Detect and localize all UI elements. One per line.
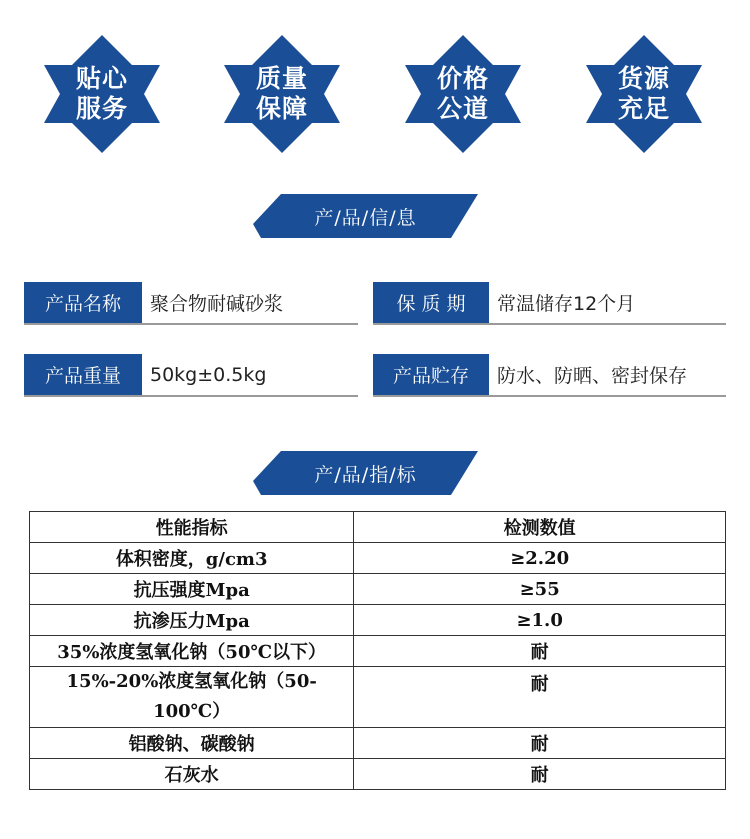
row-value: ≥55 <box>354 574 726 605</box>
row-property: 15%-20%浓度氢氧化钠（50-100℃） <box>30 667 354 728</box>
table-row <box>30 759 726 790</box>
row-property: 抗压强度Mpa <box>30 574 354 605</box>
row-property: 抗渗压力Mpa <box>30 605 354 636</box>
badge-line1: 货源 <box>617 64 670 93</box>
row-value: 耐 <box>354 728 726 759</box>
info-item-storage <box>373 354 726 397</box>
badge-quality <box>220 35 344 153</box>
row-value: ≥2.20 <box>354 543 726 574</box>
info-item-weight <box>24 354 358 397</box>
badge-line1: 价格 <box>436 64 489 93</box>
row-property: 35%浓度氢氧化钠（50℃以下） <box>30 636 354 667</box>
badge-service <box>40 35 164 153</box>
table-row <box>30 636 726 667</box>
section-title-text: 产/品/信/息 <box>314 206 417 229</box>
info-key: 产品名称 <box>24 282 142 323</box>
section-title-text: 产/品/指/标 <box>314 463 417 486</box>
badge-line2: 公道 <box>436 94 489 123</box>
spec-table <box>29 511 726 790</box>
info-value: 聚合物耐碱砂浆 <box>150 293 284 315</box>
section-title-info <box>253 190 478 242</box>
info-item-name <box>24 282 358 325</box>
header-property: 性能指标 <box>30 512 354 543</box>
header-value: 检测数值 <box>354 512 726 543</box>
badge-line2: 服务 <box>75 94 128 123</box>
table-row <box>30 728 726 759</box>
badge-line2: 保障 <box>255 94 308 123</box>
row-value: 耐 <box>354 667 726 728</box>
info-key: 保 质 期 <box>373 282 489 323</box>
badge-price <box>401 35 525 153</box>
badge-line1: 质量 <box>255 64 308 93</box>
row-value: 耐 <box>354 759 726 790</box>
row-value: ≥1.0 <box>354 605 726 636</box>
info-key: 产品重量 <box>24 354 142 395</box>
table-row <box>30 667 726 728</box>
info-value: 防水、防晒、密封保存 <box>497 365 688 387</box>
info-item-shelf-life <box>373 282 726 325</box>
table-header-row <box>30 512 726 543</box>
table-row <box>30 605 726 636</box>
row-property: 石灰水 <box>30 759 354 790</box>
badge-line1: 贴心 <box>75 64 128 93</box>
row-property: 铝酸钠、碳酸钠 <box>30 728 354 759</box>
info-value: 50kg±0.5kg <box>150 363 267 386</box>
section-title-spec <box>253 447 478 499</box>
badge-supply <box>582 35 706 153</box>
row-value: 耐 <box>354 636 726 667</box>
badge-line2: 充足 <box>617 94 670 123</box>
table-row <box>30 574 726 605</box>
table-row <box>30 543 726 574</box>
info-value: 常温储存12个月 <box>497 293 636 315</box>
info-key: 产品贮存 <box>373 354 489 395</box>
row-property: 体积密度，g/cm3 <box>30 543 354 574</box>
